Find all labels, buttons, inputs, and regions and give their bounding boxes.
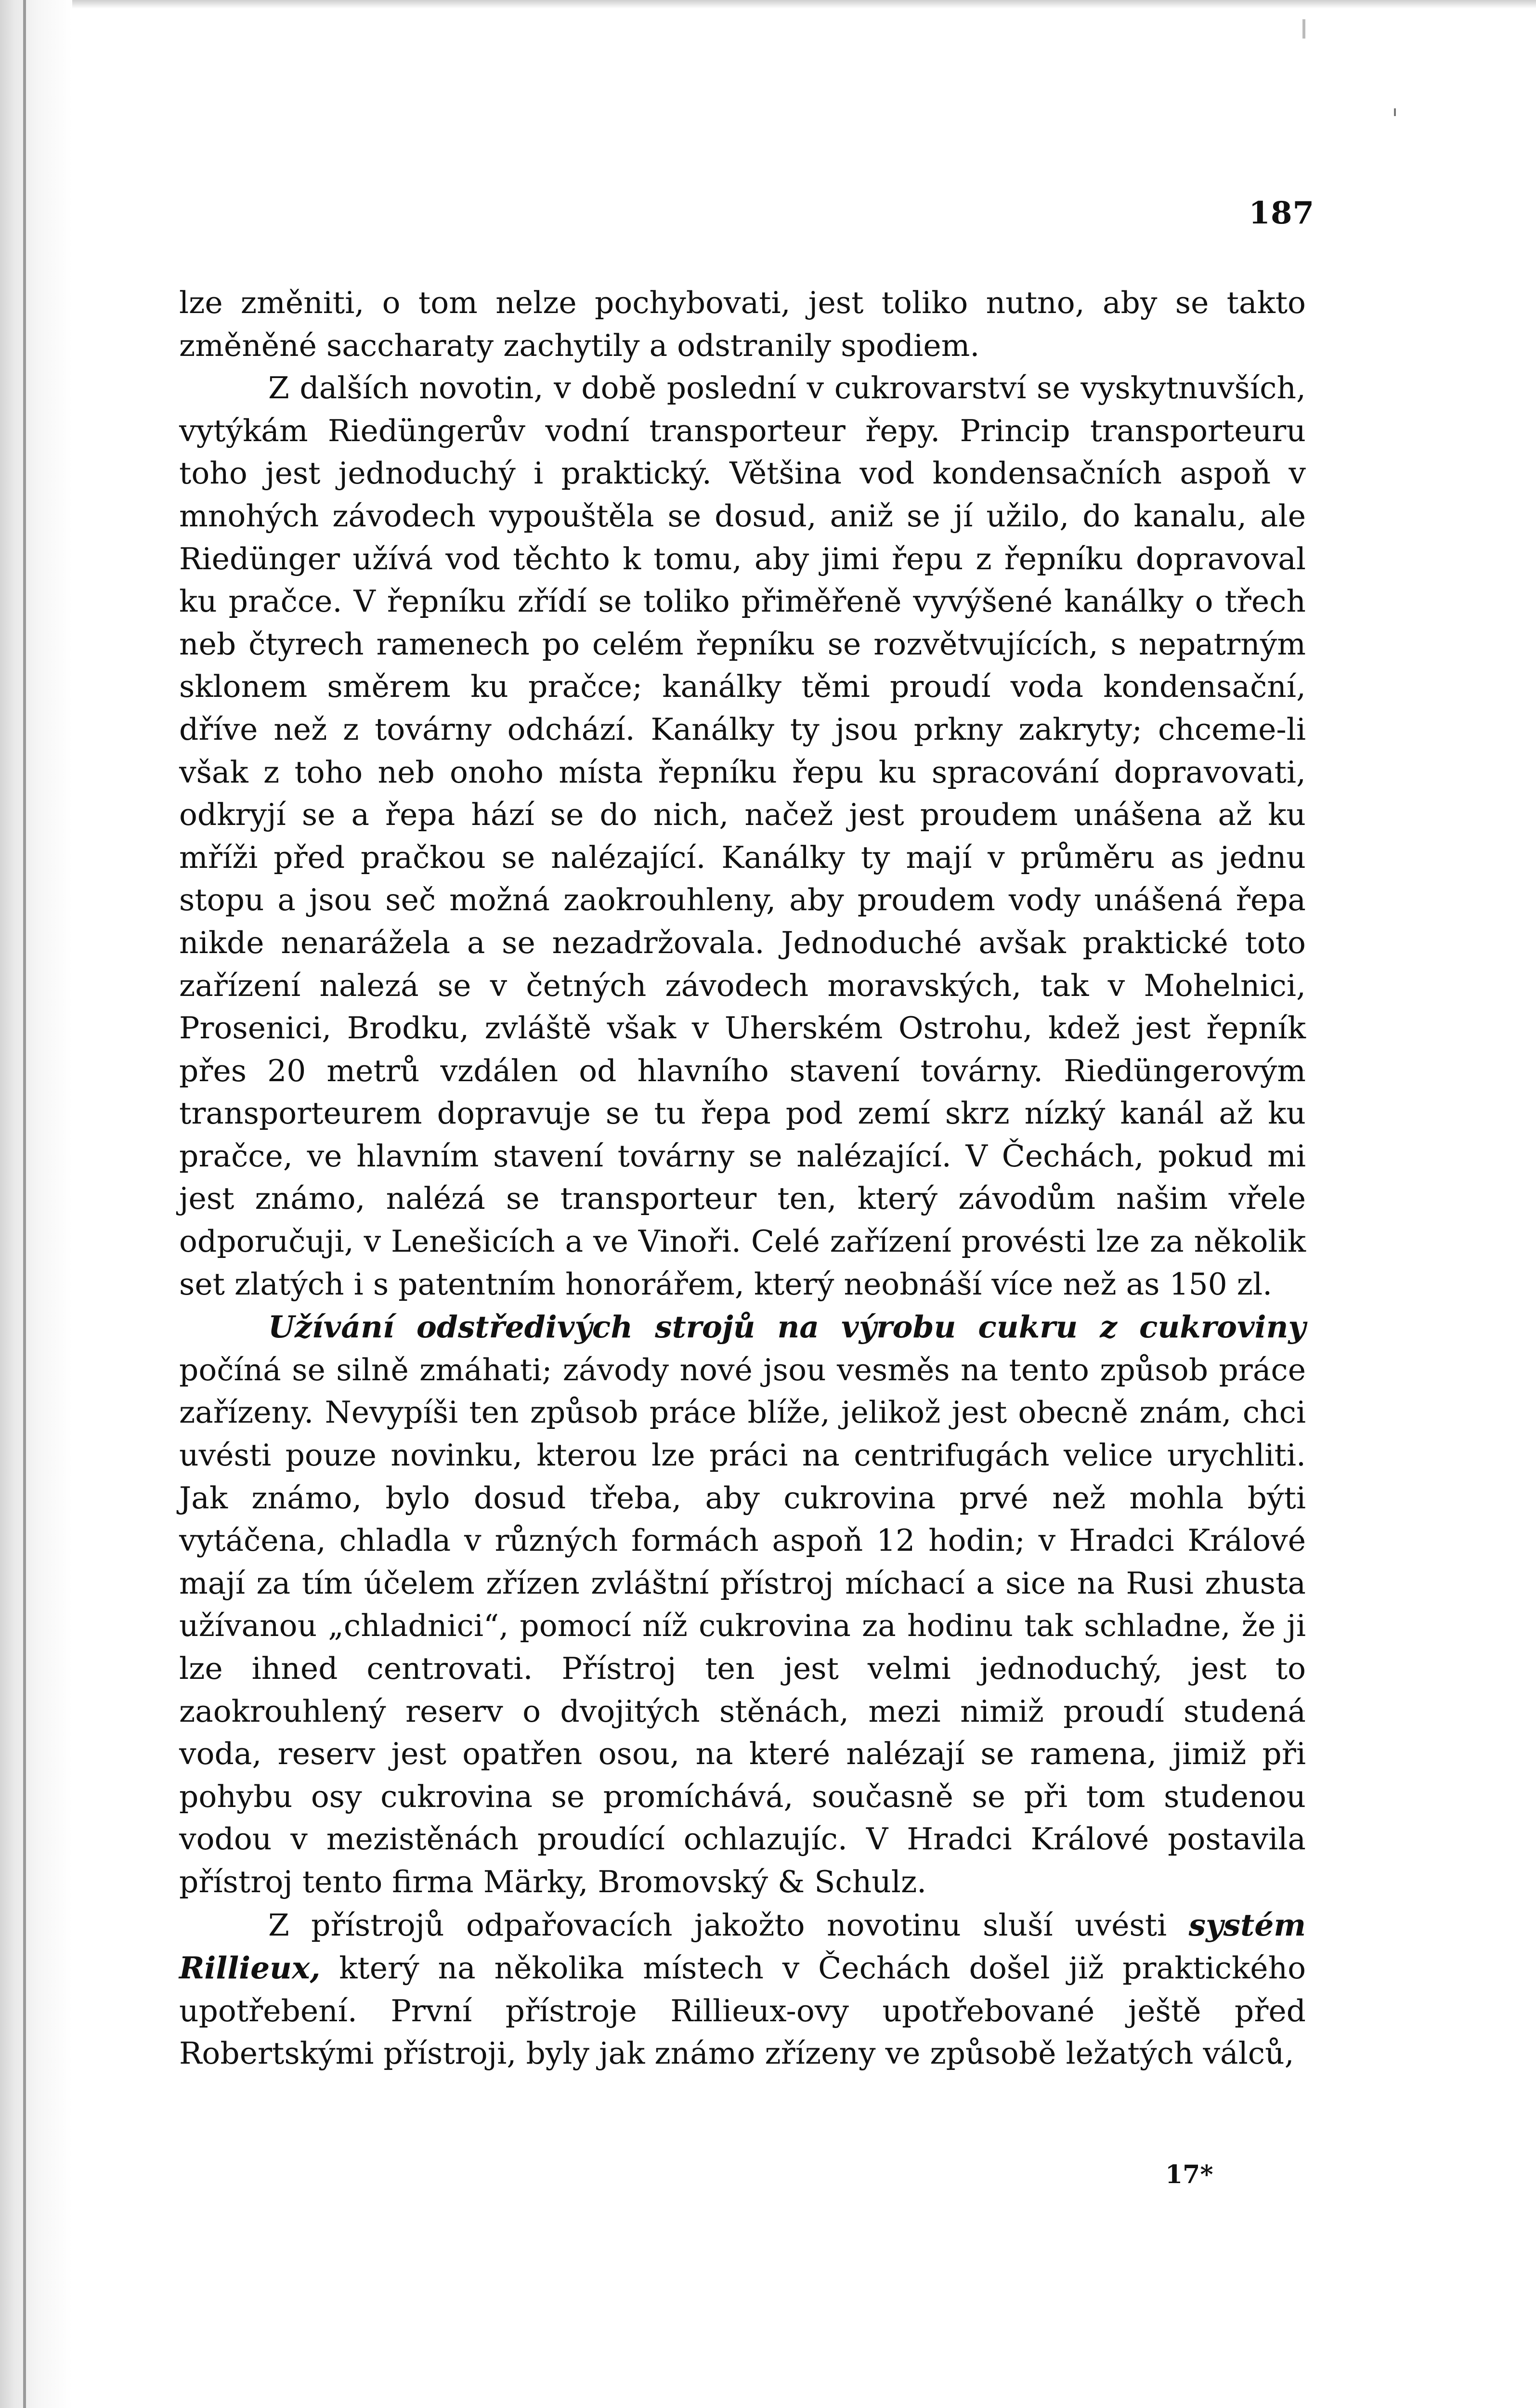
emphasized-phrase: Užívání odstředivých strojů na výrobu cukru z cukroviny — [268, 1309, 1306, 1345]
paragraph-3 — [179, 1306, 1306, 1903]
printer-signature-mark: 17* — [1165, 2160, 1213, 2189]
paragraph-text: počíná se silně zmáhati; závody nové jsou vesměs na tento způsob práce zařízeny. Nevypíši ten způsob práce blíže, jelikož jest obecně znám, chci uvésti pouze novinku, kterou lze práci na centrifugách velice urychliti. Jak známo, bylo dosud třeba, aby cukrovina prvé než mohla býti vytáčena, chladla v různých formách aspoň 12 hodin; v Hradci Králové mají za tím účelem zřízen zvláštní přístroj míchací a sice na Rusi zhusta užívanou „chladnici“, pomocí níž cukrovina za hodinu tak schladne, že ji lze ihned centrovati. Přístroj ten jest velmi jednoduchý, jest to zaokrouhlený reserv o dvojitých stěnách, mezi nimiž proudí studená voda, reserv jest opatřen osou, na které nalézají se ramena, jimiž při pohybu osy cukrovina se promíchává, současně se při tom studenou vodou v mezistěnách proudící ochlazujíc. V Hradci Králové postavila přístroj tento firma Märky, Bromovský & Schulz. — [179, 1352, 1306, 1899]
paragraph-4 — [179, 1904, 1306, 2075]
paragraph-text: lze změniti, o tom nelze pochybovati, jest toliko nutno, aby se takto změněné saccharaty zachytily a odstranily spodiem. — [179, 285, 1306, 363]
paragraph-1 — [179, 282, 1306, 367]
scan-speck — [1394, 108, 1396, 116]
paragraph-text-lead: Z přístrojů odpařovacích jakožto novotinu sluší uvésti — [268, 1907, 1189, 1943]
paragraph-text: který na několika místech v Čechách došel již praktického upotřebení. První přístroje Rillieux-ovy upotřebované ještě před Robertskými přístroji, byly jak známo zřízeny ve způsobě ležatých válců, — [179, 1950, 1306, 2071]
binding-shadow — [0, 0, 72, 2408]
scan-top-edge — [0, 0, 1536, 9]
page-number: 187 — [1249, 195, 1315, 231]
binding-edge-line — [23, 0, 26, 2408]
paragraph-text: Z dalších novotin, v době poslední v cukrovarství se vyskytnuvších, vytýkám Riedüngerův vodní transporteur řepy. Princip transporteuru toho jest jednoduchý i praktický. Většina vod kondensačních aspoň v mnohých závodech vypouštěla se dosud, aniž se jí užilo, do kanalu, ale Riedünger užívá vod těchto k tomu, aby jimi řepu z řepníku dopravoval ku pračce. V řepníku zřídí se toliko přiměřeně vyvýšené kanálky o třech neb čtyrech ramenech po celém řepníku se rozvětvujících, s nepatrným sklonem směrem ku pračce; kanálky těmi proudí voda kondensační, dříve než z továrny odchází. Kanálky ty jsou prkny zakryty; chceme-li však z toho neb onoho místa řepníku řepu ku spracování dopravovati, odkryjí se a řepa hází se do nich, načež jest proudem unášena až ku mříži před pračkou se nalézající. Kanálky ty mají v průměru as jednu stopu a jsou seč možná zaokrouhleny, aby proudem vody unášená řepa nikde nenarážela a se nezadržovala. Jednoduché avšak praktické toto zařízení nalezá se v četných závodech moravských, tak v Mohelnici, Prosenici, Brodku, zvláště však v Uherském Ostrohu, kdež jest řepník přes 20 metrů vzdálen od hlavního stavení továrny. Riedüngerovým transporteurem dopravuje se tu řepa pod zemí skrz nízký kanál až ku pračce, ve hlavním stavení továrny se nalézající. V Čechách, pokud mi jest známo, nalézá se transporteur ten, který závodům našim vřele odporučuji, v Lenešicích a ve Vinoři. Celé zařízení provésti lze za několik set zlatých i s patentním honorářem, který neobnáší více než as 150 zl. — [179, 370, 1306, 1302]
emphasized-phrase: systém Rillieux, — [179, 1907, 1306, 1986]
scan-speck — [1302, 19, 1305, 39]
body-text — [179, 282, 1306, 2075]
paragraph-2 — [179, 367, 1306, 1306]
